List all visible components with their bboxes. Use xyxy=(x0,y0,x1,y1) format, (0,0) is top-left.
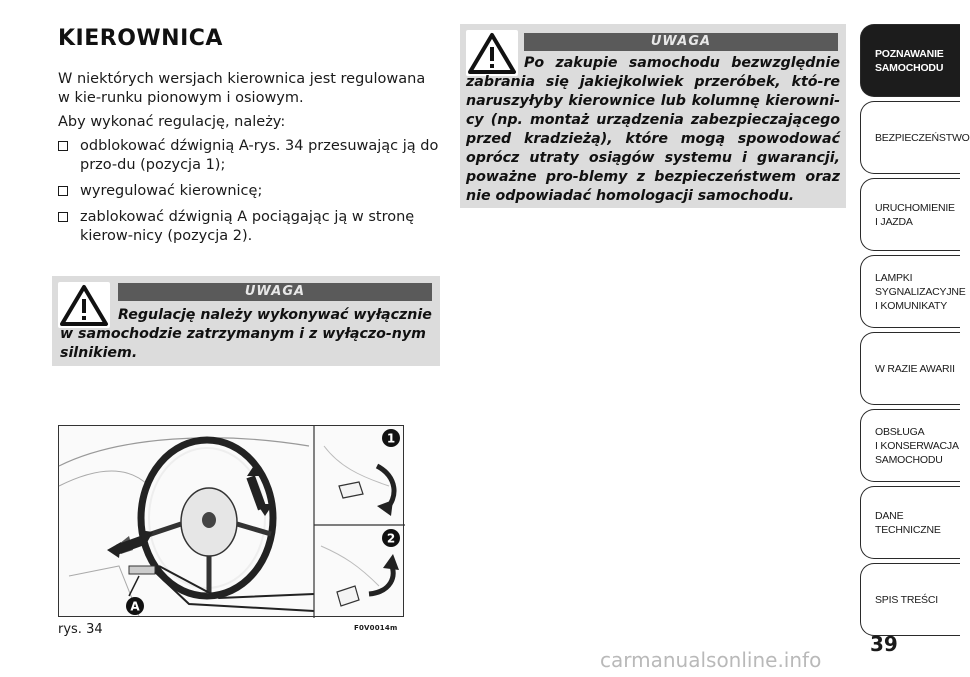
tab-bezpieczenstwo[interactable]: BEZPIECZEŃSTWO xyxy=(860,101,960,174)
section-title: KIEROWNICA xyxy=(58,26,223,51)
checkbox-bullet-icon xyxy=(58,186,68,196)
intro-paragraph: W niektórych wersjach kierownica jest regulowana w kie-runku pionowym i osiowym. xyxy=(58,71,426,106)
marker-2: 2 xyxy=(386,531,396,546)
tab-w-razie-awarii[interactable]: W RAZIE AWARII xyxy=(860,332,960,405)
warning-box-left xyxy=(52,276,440,366)
checkbox-bullet-icon xyxy=(58,141,68,151)
warning-label: UWAGA xyxy=(524,33,838,51)
instruction-paragraph: Aby wykonać regulację, należy: xyxy=(58,114,286,130)
chapter-sidebar xyxy=(860,24,970,640)
list-item: odblokować dźwignią A-rys. 34 przesuwając ją do przo-du (pozycja 1); xyxy=(58,137,442,175)
tab-poznawanie-samochodu[interactable]: POZNAWANIE SAMOCHODU xyxy=(860,24,960,97)
tab-obsluga-i-konserwacja[interactable]: OBSŁUGA I KONSERWACJA SAMOCHODU xyxy=(860,409,960,482)
marker-1: 1 xyxy=(386,431,396,446)
checkbox-bullet-icon xyxy=(58,212,68,222)
marker-a: A xyxy=(130,599,140,614)
page-number: 39 xyxy=(870,632,898,656)
list-item: wyregulować kierownicę; xyxy=(58,182,442,201)
watermark: carmanualsonline.info xyxy=(600,648,822,672)
steering-wheel-figure xyxy=(58,425,404,617)
list-item: zablokować dźwignią A pociągając ją w stronę kierow-nicy (pozycja 2). xyxy=(58,208,442,246)
tab-spis-tresci[interactable]: SPIS TREŚCI xyxy=(860,563,960,636)
figure-caption: rys. 34 xyxy=(58,622,103,637)
tab-uruchomienie-i-jazda[interactable]: URUCHOMIENIE I JAZDA xyxy=(860,178,960,251)
warning-text: Regulację należy wykonywać wyłącznie w samochodzie zatrzymanym i z wyłączo-nym silnikiem. xyxy=(60,307,432,361)
warning-label: UWAGA xyxy=(118,283,432,301)
tab-lampki-sygnalizacyjne[interactable]: LAMPKI SYGNALIZACYJNE I KOMUNIKATY xyxy=(860,255,960,328)
figure-code: F0V0014m xyxy=(354,624,398,632)
tab-dane-techniczne[interactable]: DANE TECHNICZNE xyxy=(860,486,960,559)
warning-text: Po zakupie samochodu bezwzględnie zabrania się jakiejkolwiek przeróbek, któ-re naruszyłyby kierownice lub kolumnę kierowni-cy (np. montaż urządzenia zabezpieczającego przed kradzieżą), które mogą spowodować oprócz utraty osiągów systemu i gwarancji, poważne pro-blemy z bezpieczeństwem oraz nie odpowiadać homologacji samochodu. xyxy=(466,55,840,204)
warning-box-right xyxy=(460,24,846,208)
steps-list xyxy=(58,137,442,253)
